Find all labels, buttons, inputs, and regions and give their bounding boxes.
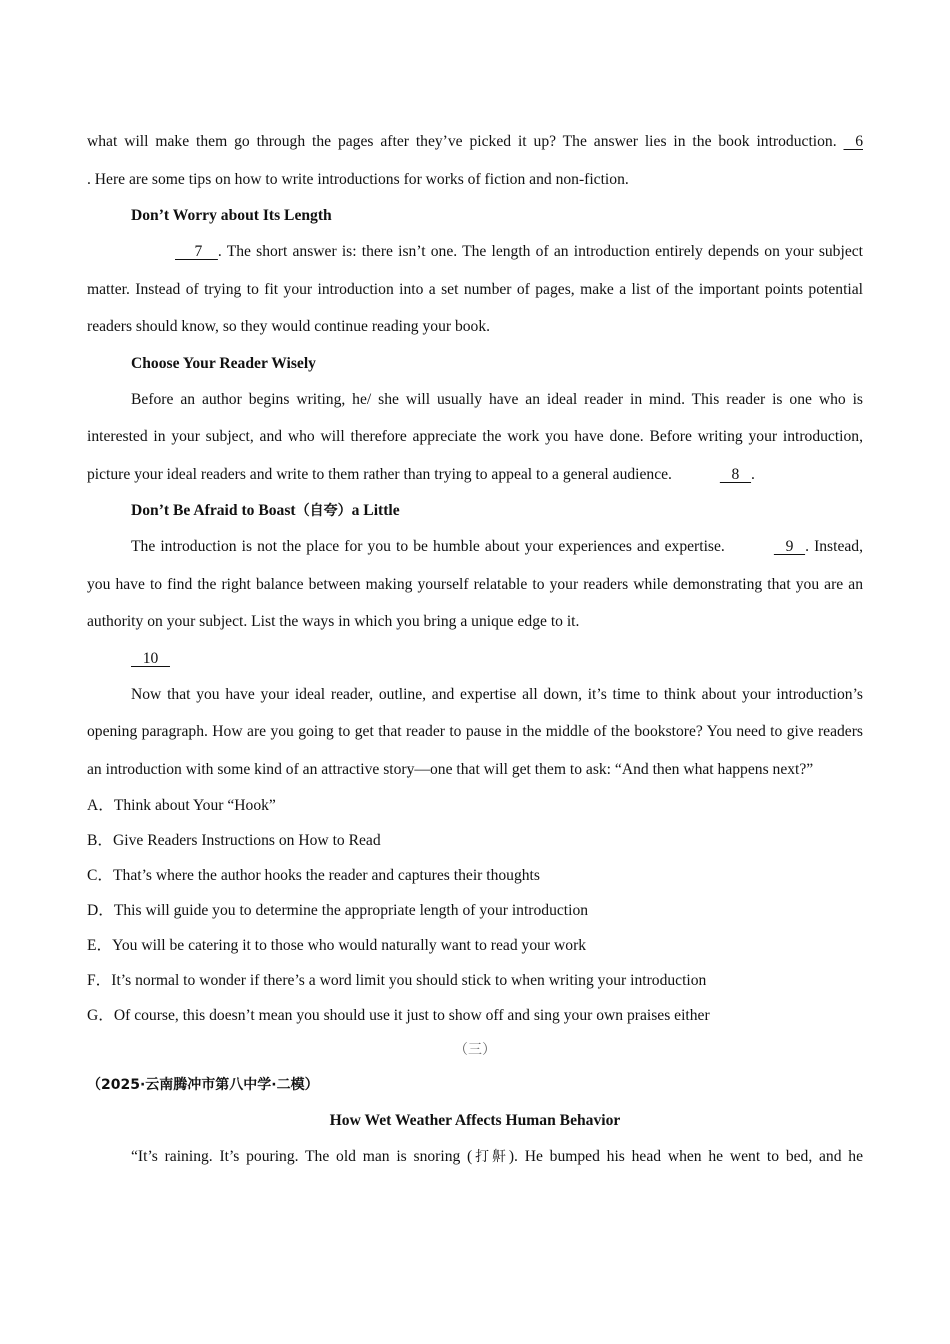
paragraph-reader-end: . xyxy=(751,465,755,483)
option-e[interactable] xyxy=(87,928,863,963)
blank-7[interactable]: 7 xyxy=(175,243,218,260)
blank-6[interactable]: 6 xyxy=(843,133,863,150)
section-heading-length: Don’t Worry about Its Length xyxy=(131,207,332,224)
intro-line-1 xyxy=(87,123,863,161)
section-heading-blank-10 xyxy=(87,641,863,676)
option-c[interactable] xyxy=(87,858,863,893)
paragraph-boast-rest: . Instead, you have to find the right balance between making yourself relatable to your readers while demonstrating that you are an authority on your subject. List the ways in which you bring a unique edge to it. xyxy=(87,538,863,630)
blank-10[interactable]: 10 xyxy=(131,649,170,667)
blank-9[interactable]: 9 xyxy=(773,538,806,555)
intro-text: what will make them go through the pages after they’ve picked it up? The answer lies in the book introduction. xyxy=(87,133,844,150)
option-letter: B． xyxy=(87,832,113,849)
option-text: That’s where the author hooks the reader and captures their thoughts xyxy=(113,867,540,884)
option-f[interactable] xyxy=(87,963,863,998)
document-page xyxy=(87,123,863,1176)
section-heading-boast xyxy=(87,493,863,528)
option-letter: F． xyxy=(87,972,112,989)
source-citation: （2025·云南腾冲市第八中学·二模） xyxy=(87,1077,319,1093)
heading-boast-part2: a Little xyxy=(351,502,400,519)
section-heading-reader: Choose Your Reader Wisely xyxy=(131,354,316,372)
paragraph-hook: Now that you have your ideal reader, outline, and expertise all down, it’s time to think about your introduction’s opening paragraph. How are you going to get that reader to pause in the middle of the bookstore? You need to give readers an introduction with some kind of an attractive story—one that will get them to ask: “And then what happens next?” xyxy=(87,685,863,778)
passage-text: “It’s raining. It’s pouring. The old man is snoring ( xyxy=(131,1148,473,1165)
blank-8[interactable]: 8 xyxy=(719,465,752,483)
intro-line-2: . Here are some tips on how to write introductions for works of fiction and non-fiction. xyxy=(87,170,629,188)
options-list xyxy=(87,788,863,1033)
paragraph-length-text: . The short answer is: there isn’t one. The length of an introduction entirely depends on your subject matter. Instead of trying to fit your introduction into a set number of pages, make a list of the important points potential readers should know, so they would continue reading your book. xyxy=(87,243,863,335)
paragraph-boast xyxy=(87,528,863,641)
paragraph-length xyxy=(87,233,863,346)
option-d[interactable] xyxy=(87,893,863,928)
heading-boast-cjk: （自夸） xyxy=(295,503,352,519)
option-letter: E． xyxy=(87,937,113,954)
passage-title: How Wet Weather Affects Human Behavior xyxy=(329,1112,621,1129)
option-letter: D． xyxy=(87,902,114,919)
paragraph-reader-text: Before an author begins writing, he/ she will usually have an ideal reader in mind. This reader is one who is interested in your subject, and who will therefore appreciate the work you have done. Before writing your introduction, picture your ideal readers and write to them rather than trying to appeal to a general audience. xyxy=(87,390,863,483)
passage-cjk-gloss: 打鼾 xyxy=(472,1149,509,1165)
heading-boast-part1: Don’t Be Afraid to Boast xyxy=(131,502,296,519)
paragraph-reader xyxy=(87,381,863,494)
option-text: It’s normal to wonder if there’s a word limit you should stick to when writing your introduction xyxy=(111,972,707,989)
option-text: This will guide you to determine the appropriate length of your introduction xyxy=(113,902,589,919)
paragraph-boast-text: The introduction is not the place for you to be humble about your experiences and expertise. xyxy=(131,538,730,555)
option-letter: A． xyxy=(87,797,114,814)
section-marker: （三） xyxy=(454,1042,496,1058)
option-letter: G． xyxy=(87,1007,114,1024)
passage-text-rest: ). He bumped his head when he went to bed, and he xyxy=(508,1148,863,1165)
option-letter: C． xyxy=(87,867,113,884)
option-text: Give Readers Instructions on How to Read xyxy=(113,832,381,849)
passage-first-line xyxy=(87,1138,863,1176)
option-text: Of course, this doesn’t mean you should use it just to show off and sing your own praises either xyxy=(113,1007,710,1024)
option-b[interactable] xyxy=(87,823,863,858)
option-text: Think about Your “Hook” xyxy=(113,797,276,814)
option-a[interactable] xyxy=(87,788,863,823)
option-g[interactable] xyxy=(87,998,863,1033)
option-text: You will be catering it to those who would naturally want to read your work xyxy=(112,937,587,954)
